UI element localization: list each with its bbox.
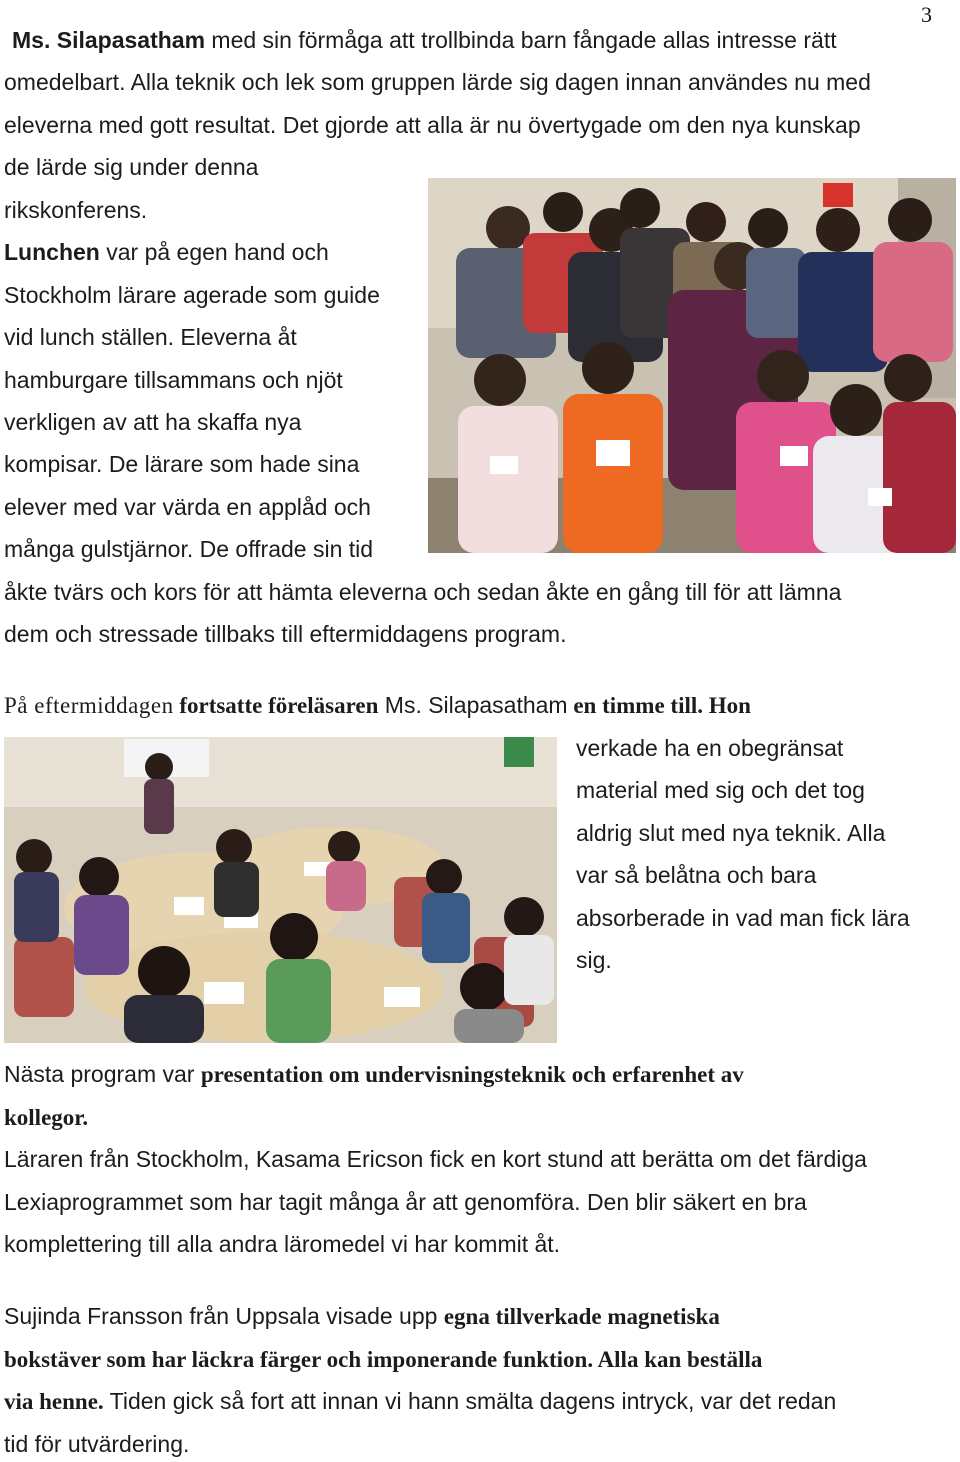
- para3-line-2: verkade ha en obegränsat: [576, 735, 844, 761]
- speaker-name: Ms. Silapasatham: [378, 692, 568, 718]
- para2-line-9: åkte tvärs och kors för att hämta eleverna och sedan åkte en gång till för att lämna: [4, 579, 842, 605]
- para3-line-7: sig.: [576, 947, 612, 973]
- classroom-photo: [4, 737, 557, 1043]
- para2-line-3: vid lunch ställen. Eleverna åt: [4, 324, 297, 350]
- person-name: Ms. Silapasatham: [12, 27, 206, 53]
- para6-bold-3: via henne.: [4, 1389, 104, 1414]
- para1-line-2: omedelbart. Alla teknik och lek som gruppen lärde sig dagen innan användes nu med: [4, 69, 871, 95]
- para6-line-2: [4, 1345, 762, 1374]
- para3-line-4: aldrig slut med nya teknik. Alla: [576, 820, 886, 846]
- para6-line-3: [4, 1387, 836, 1416]
- para2-line-6: kompisar. De lärare som hade sina: [4, 451, 360, 477]
- lunch-heading: Lunchen: [4, 239, 100, 265]
- group-photo-children: [428, 178, 956, 553]
- para3-line-3: material med sig och det tog: [576, 777, 865, 803]
- para3-bold-2: en timme till.: [567, 693, 703, 718]
- para4-bold-text: presentation om undervisningsteknik och erfarenhet av: [200, 1062, 744, 1087]
- para6-line-1: [4, 1302, 720, 1331]
- para3-line-5: var så belåtna och bara: [576, 862, 817, 888]
- para3-bold-3: Hon: [703, 693, 751, 718]
- para1-line-1-text: med sin förmåga att trollbinda barn fångade allas intresse rätt: [205, 27, 837, 53]
- para6-bold-1: egna tillverkade magnetiska: [443, 1304, 720, 1329]
- para1-line-4: de lärde sig under denna: [4, 154, 259, 180]
- para2-line-2: Stockholm lärare agerade som guide: [4, 282, 380, 308]
- para5-line-3: komplettering till alla andra läromedel vi har kommit åt.: [4, 1231, 561, 1257]
- para2-line-1: [4, 238, 329, 266]
- para5-line-2: Lexiaprogrammet som har tagit många år att genomföra. Den blir säkert en bra: [4, 1189, 807, 1215]
- page-number: 3: [921, 2, 932, 27]
- para3-line-1: [4, 691, 751, 720]
- para2-line-4: hamburgare tillsammans och njöt: [4, 367, 343, 393]
- para4-line-1: [4, 1060, 744, 1089]
- para1-line-3: eleverna med gott resultat. Det gjorde att alla är nu övertygade om den nya kunskap: [4, 112, 861, 138]
- para6-bold-2: bokstäver som har läckra färger och imponerande funktion. Alla kan beställa: [4, 1347, 763, 1372]
- para3-bold-1: fortsatte föreläsaren: [173, 693, 379, 718]
- para4-line-2: [4, 1103, 88, 1132]
- para2-line-7: elever med var värda en applåd och: [4, 494, 371, 520]
- para1-line-1: [12, 26, 837, 54]
- afternoon-phrase: På eftermiddagen: [4, 693, 174, 718]
- para6-line-1-text: Sujinda Fransson från Uppsala visade upp: [4, 1303, 444, 1329]
- para3-line-6: absorberade in vad man fick lära: [576, 905, 910, 931]
- para2-line-10: dem och stressade tillbaks till eftermiddagens program.: [4, 621, 567, 647]
- para5-line-1: Läraren från Stockholm, Kasama Ericson fick en kort stund att berätta om det färdiga: [4, 1146, 867, 1172]
- para4-line-1-text: Nästa program var: [4, 1061, 201, 1087]
- para6-line-3-text: Tiden gick så fort att innan vi hann smälta dagens intryck, var det redan: [103, 1388, 837, 1414]
- para2-line-5: verkligen av att ha skaffa nya: [4, 409, 302, 435]
- para6-line-4: tid för utvärdering.: [4, 1431, 190, 1457]
- para2-line-1-text: var på egen hand och: [99, 239, 329, 265]
- para1-line-5: rikskonferens.: [4, 197, 148, 223]
- para4-bold-text-2: kollegor.: [4, 1105, 89, 1130]
- para2-line-8: många gulstjärnor. De offrade sin tid: [4, 536, 374, 562]
